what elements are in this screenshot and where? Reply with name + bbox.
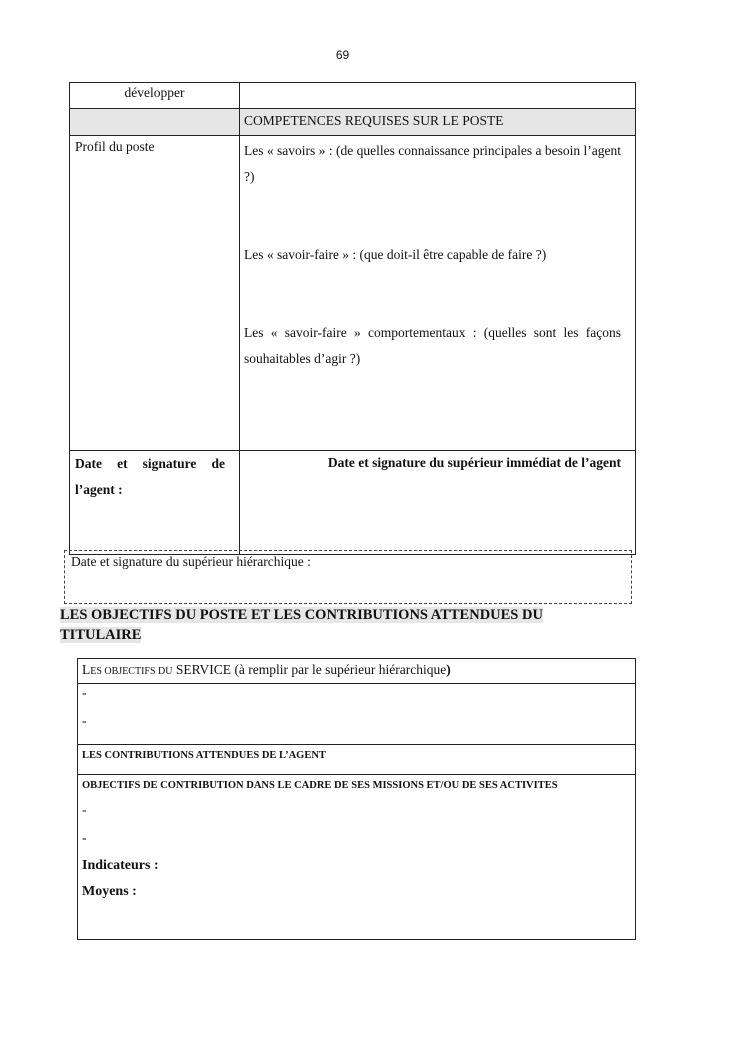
section-heading xyxy=(60,605,600,645)
spacer xyxy=(244,190,621,242)
competences-table xyxy=(69,82,636,555)
contributions-header: LES CONTRIBUTIONS ATTENDUES DE L’AGENT xyxy=(78,745,636,775)
service-note: (à remplir par le supérieur hiérarchique xyxy=(231,662,447,677)
bullet-dash: - xyxy=(82,830,87,845)
bullet-dash: - xyxy=(82,685,87,700)
moyens-label: Moyens : xyxy=(82,884,137,899)
signature-agent-label[interactable]: Date et signature de l’agent : xyxy=(70,451,240,555)
signature-superieur-immediat-label[interactable]: Date et signature du supérieur immédiat de l’agent xyxy=(240,451,636,555)
profil-content[interactable] xyxy=(240,136,636,451)
service-word: SERVICE xyxy=(172,662,232,677)
table-row xyxy=(70,451,636,555)
profil-label: Profil du poste xyxy=(70,136,240,451)
service-cap: L xyxy=(82,662,91,677)
table-row xyxy=(78,745,636,775)
table-row xyxy=(78,659,636,684)
indicateurs-label: Indicateurs : xyxy=(82,858,159,873)
savoir-faire-prompt: Les « savoir-faire » : (que doit-il être capable de faire ?) xyxy=(244,247,547,262)
bullet-dash: - xyxy=(82,802,87,817)
service-objectives-header xyxy=(78,659,636,684)
page-number: 69 xyxy=(335,48,350,62)
cell-empty[interactable] xyxy=(240,83,636,109)
table-row xyxy=(70,83,636,109)
signature-hierarchique-label: Date et signature du supérieur hiérarchique : xyxy=(71,554,311,569)
bullet-dash: - xyxy=(82,713,87,728)
cell-developper: développer xyxy=(70,83,240,109)
table-row xyxy=(78,684,636,745)
service-small: ES OBJECTIFS DU xyxy=(90,666,173,677)
section-heading-text: LES OBJECTIFS DU POSTE ET LES CONTRIBUTIONS ATTENDUES DU TITULAIRE xyxy=(60,607,543,643)
competences-header: COMPETENCES REQUISES SUR LE POSTE xyxy=(240,109,636,136)
signature-hierarchique-box[interactable] xyxy=(64,550,632,604)
savoirs-prompt: Les « savoirs » : (de quelles connaissance principales a besoin l’agent ?) xyxy=(244,143,621,184)
objectifs-contribution-label: OBJECTIFS DE CONTRIBUTION DANS LE CADRE DE SES MISSIONS ET/OU DE SES ACTIVITES xyxy=(82,780,558,791)
table-row xyxy=(70,136,636,451)
service-close: ) xyxy=(446,662,451,677)
table-row xyxy=(78,775,636,940)
table-row xyxy=(70,109,636,136)
objectives-table xyxy=(77,658,636,940)
contributions-body[interactable] xyxy=(78,775,636,940)
service-objectives-body[interactable] xyxy=(78,684,636,745)
savoir-faire-comportementaux-prompt: Les « savoir-faire » comportementaux : (quelles sont les façons souhaitables d’agir ?) xyxy=(244,325,621,366)
cell-shaded-empty xyxy=(70,109,240,136)
spacer xyxy=(244,268,621,320)
